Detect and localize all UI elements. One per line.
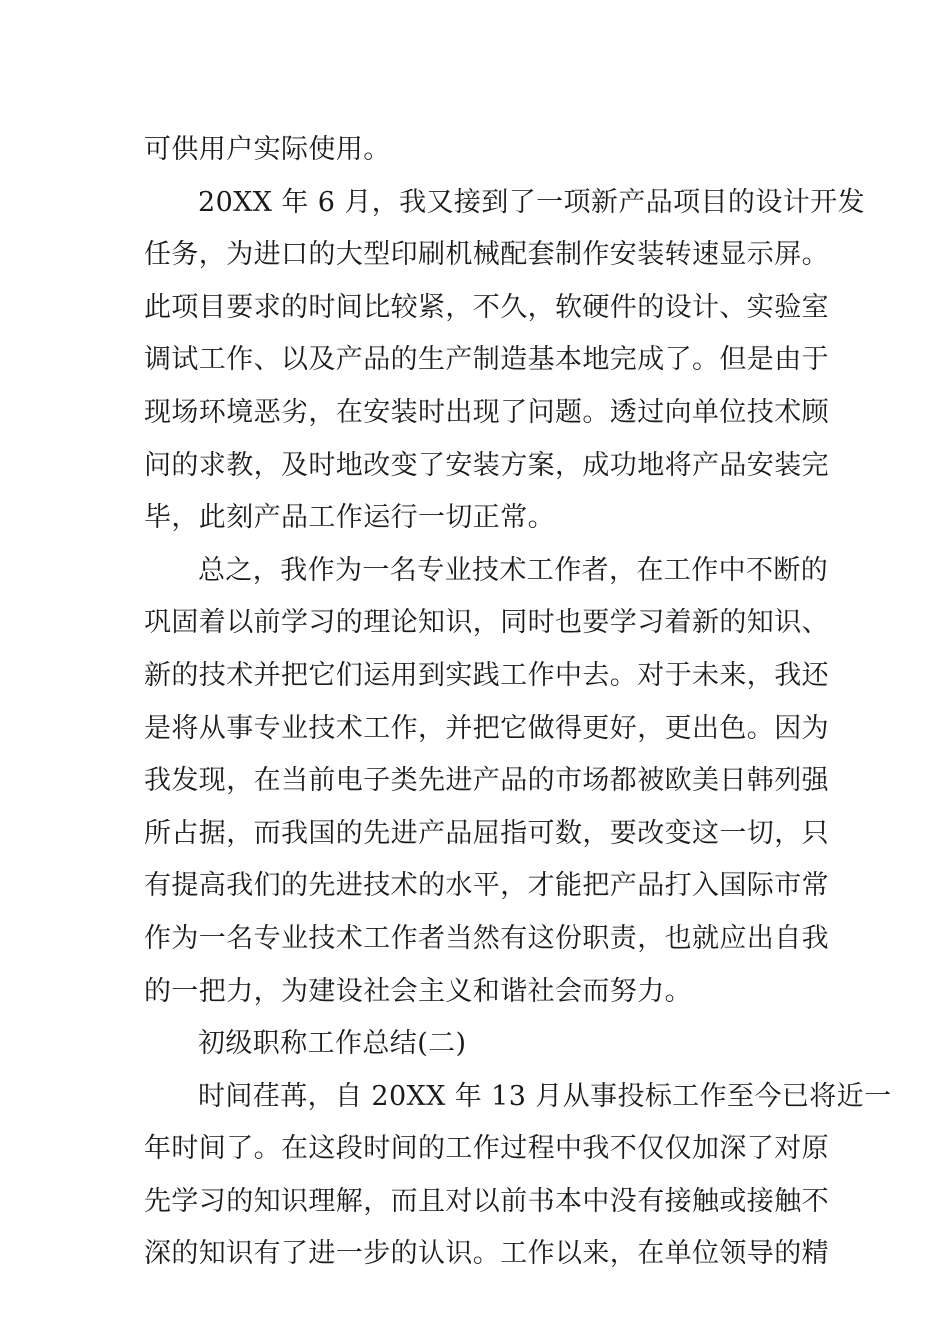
- text-line: 可供用户实际使用。: [144, 134, 391, 165]
- paragraph-first-line: 20XX 年 6 月，我又接到了一项新产品项目的设计开发: [198, 186, 865, 218]
- text-line: 是将从事专业技术工作，并把它做得更好，更出色。因为: [144, 712, 829, 744]
- text-line: 毕，此刻产品工作运行一切正常。: [144, 502, 555, 534]
- text-line: 任务，为进口的大型印刷机械配套制作安装转速显示屏。: [144, 239, 829, 271]
- text-line: 此项目要求的时间比较紧，不久，软硬件的设计、实验室: [144, 291, 829, 323]
- text-line: 作为一名专业技术工作者当然有这份职责，也就应出自我: [144, 922, 829, 954]
- text-line: 问的求教，及时地改变了安装方案，成功地将产品安装完: [144, 449, 829, 481]
- body-text: [144, 124, 892, 1281]
- text-line: 巩固着以前学习的理论知识，同时也要学习着新的知识、: [144, 607, 829, 639]
- text-line: 新的技术并把它们运用到实践工作中去。对于未来，我还: [144, 659, 829, 691]
- text-line: 的一把力，为建设社会主义和谐社会而努力。: [144, 975, 692, 1007]
- text-line: 先学习的知识理解，而且对以前书本中没有接触或接触不: [144, 1185, 829, 1217]
- text-line: 深的知识有了进一步的认识。工作以来，在单位领导的精: [144, 1238, 829, 1270]
- text-line: 我发现，在当前电子类先进产品的市场都被欧美日韩列强: [144, 765, 829, 797]
- paragraph-first-line: 总之，我作为一名专业技术工作者，在工作中不断的: [198, 554, 829, 586]
- text-line: 现场环境恶劣，在安装时出现了问题。透过向单位技术顾: [144, 396, 829, 428]
- section-heading: 初级职称工作总结(二): [198, 1028, 467, 1060]
- text-line: 年时间了。在这段时间的工作过程中我不仅仅加深了对原: [144, 1133, 829, 1165]
- text-line: 有提高我们的先进技术的水平，才能把产品打入国际市常: [144, 870, 829, 902]
- text-line: 所占据，而我国的先进产品屈指可数，要改变这一切，只: [144, 817, 829, 849]
- text-line: 调试工作、以及产品的生产制造基本地完成了。但是由于: [144, 344, 829, 376]
- paragraph-first-line: 时间荏苒，自 20XX 年 13 月从事投标工作至今已将近一: [198, 1080, 892, 1112]
